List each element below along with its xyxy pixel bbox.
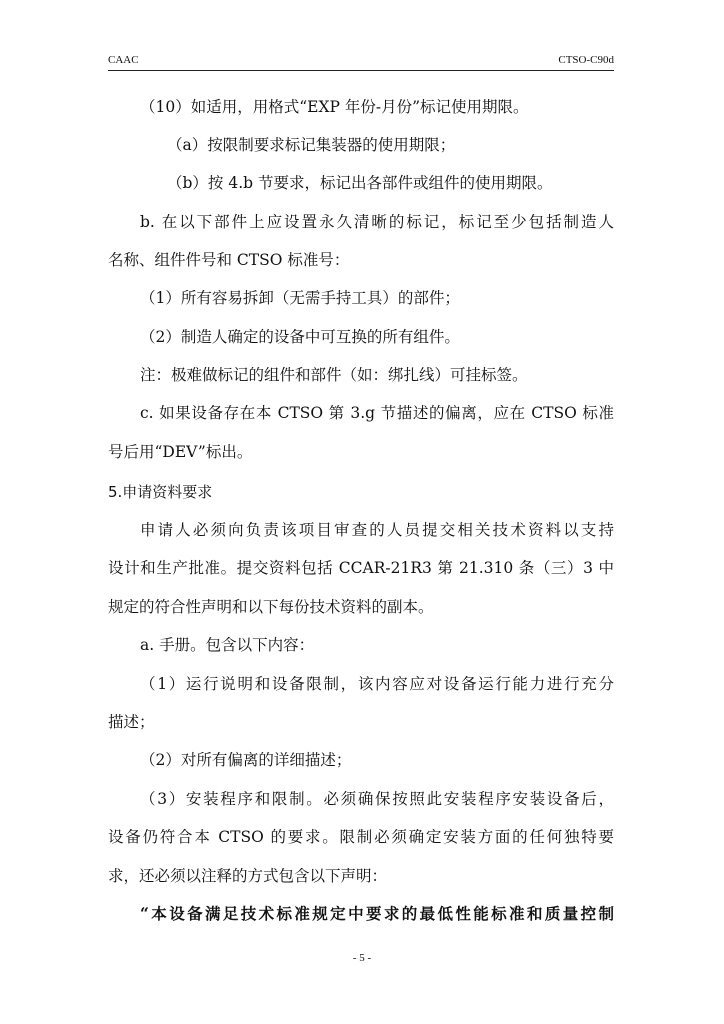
body-line: 号后用“DEV”标出。 xyxy=(108,443,253,461)
body-line-bold: “本设备满足技术标准规定中要求的最低性能标准和质量控制 xyxy=(140,904,614,923)
body-line: b. 在以下部件上应设置永久清晰的标记，标记至少包括制造人 xyxy=(140,213,614,231)
body-line: 名称、组件件号和 CTSO 标准号： xyxy=(108,251,350,269)
body-line: 设计和生产批准。提交资料包括 CCAR-21R3 第 21.310 条（三）3 中 xyxy=(108,559,614,577)
header-rule xyxy=(108,70,614,71)
body-line: a. 手册。包含以下内容： xyxy=(140,636,315,654)
body-line: c. 如果设备存在本 CTSO 第 3.g 节描述的偏离，应在 CTSO 标准 xyxy=(140,404,614,422)
body-line: （10）如适用，用格式“EXP 年份-月份”标记使用期限。 xyxy=(140,98,529,116)
body-line: 规定的符合性声明和以下每份技术资料的副本。 xyxy=(108,598,434,616)
header-left-text: CAAC xyxy=(108,54,139,66)
section-heading: 5.申请资料要求 xyxy=(108,483,213,501)
body-line: 申请人必须向负责该项目审查的人员提交相关技术资料以支持 xyxy=(140,521,614,539)
page-header xyxy=(108,52,614,68)
header-right-text: CTSO-C90d xyxy=(558,54,614,66)
body-line: （2）对所有偏离的详细描述； xyxy=(140,751,352,769)
body-line: 注：极难做标记的组件和部件（如：绑扎线）可挂标签。 xyxy=(140,366,528,384)
body-line: 求，还必须以注释的方式包含以下声明： xyxy=(108,867,388,885)
page-number: - 5 - xyxy=(352,952,372,964)
body-line: （2）制造人确定的设备中可互换的所有组件。 xyxy=(140,328,460,346)
body-line: （3）安装程序和限制。必须确保按照此安装程序安装设备后， xyxy=(140,790,614,808)
body-line: （b）按 4.b 节要求，标记出各部件或组件的使用期限。 xyxy=(167,174,553,192)
body-line: （1）所有容易拆卸（无需手持工具）的部件； xyxy=(140,289,460,307)
body-line: 描述； xyxy=(108,713,155,731)
body-line: （1）运行说明和设备限制，该内容应对设备运行能力进行充分 xyxy=(140,675,614,693)
body-line: 设备仍符合本 CTSO 的要求。限制必须确定安装方面的任何独特要 xyxy=(108,828,614,846)
body-line: （a）按限制要求标记集装器的使用期限； xyxy=(167,136,456,154)
